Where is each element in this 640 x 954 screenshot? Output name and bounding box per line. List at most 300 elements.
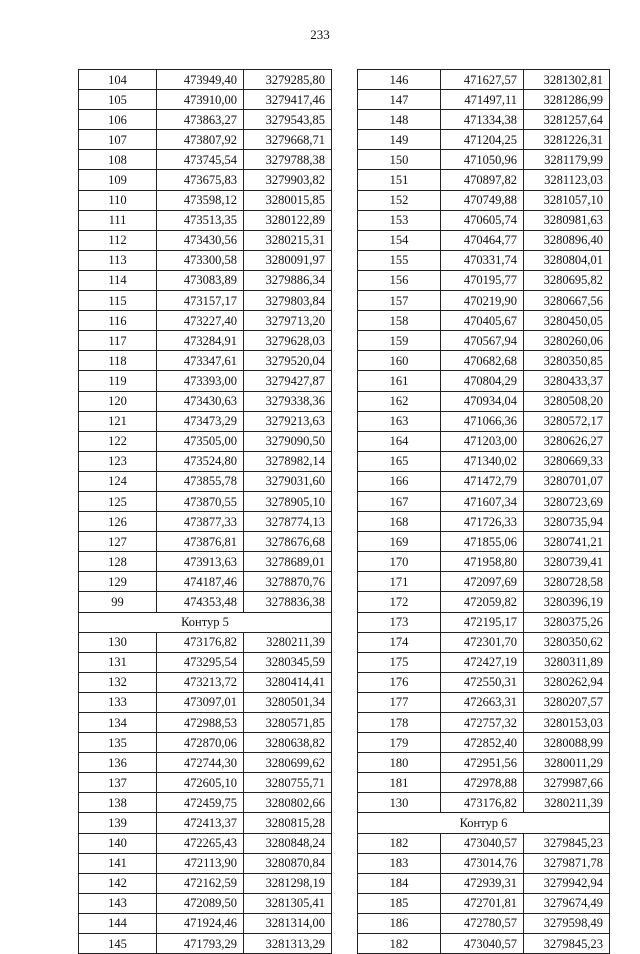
y-coordinate-cell: 3279543,85	[244, 110, 332, 130]
x-coordinate-cell: 470934,04	[441, 391, 524, 411]
page-number: 233	[310, 27, 330, 42]
point-number-cell: 111	[79, 210, 157, 230]
coordinate-row	[358, 512, 610, 532]
y-coordinate-cell: 3280215,31	[244, 230, 332, 250]
x-coordinate-cell: 471340,02	[441, 451, 524, 471]
y-coordinate-cell: 3281313,29	[244, 934, 332, 954]
y-coordinate-cell: 3279520,04	[244, 351, 332, 371]
y-coordinate-cell: 3279886,34	[244, 270, 332, 290]
x-coordinate-cell: 473227,40	[157, 311, 244, 331]
y-coordinate-cell: 3280207,57	[524, 692, 610, 712]
coordinate-row	[358, 713, 610, 733]
x-coordinate-cell: 472951,56	[441, 753, 524, 773]
x-coordinate-cell: 470682,68	[441, 351, 524, 371]
point-number-cell: 158	[358, 311, 441, 331]
coordinate-row	[79, 652, 332, 672]
y-coordinate-cell: 3280848,24	[244, 833, 332, 853]
y-coordinate-cell: 3279803,84	[244, 291, 332, 311]
x-coordinate-cell: 472550,31	[441, 672, 524, 692]
y-coordinate-cell: 3280508,20	[524, 391, 610, 411]
x-coordinate-cell: 473040,57	[441, 833, 524, 853]
point-number-cell: 149	[358, 130, 441, 150]
y-coordinate-cell: 3280735,94	[524, 512, 610, 532]
point-number-cell: 112	[79, 230, 157, 250]
x-coordinate-cell: 473014,76	[441, 853, 524, 873]
point-number-cell: 172	[358, 592, 441, 612]
x-coordinate-cell: 473505,00	[157, 431, 244, 451]
x-coordinate-cell: 472162,59	[157, 873, 244, 893]
y-coordinate-cell: 3280870,84	[244, 853, 332, 873]
coordinate-row	[79, 773, 332, 793]
coordinate-row	[358, 471, 610, 491]
y-coordinate-cell: 3279871,78	[524, 853, 610, 873]
y-coordinate-cell: 3280350,62	[524, 632, 610, 652]
y-coordinate-cell: 3279090,50	[244, 431, 332, 451]
x-coordinate-cell: 471627,57	[441, 70, 524, 90]
y-coordinate-cell: 3280755,71	[244, 773, 332, 793]
y-coordinate-cell: 3280345,59	[244, 652, 332, 672]
x-coordinate-cell: 473347,61	[157, 351, 244, 371]
x-coordinate-cell: 471726,33	[441, 512, 524, 532]
y-coordinate-cell: 3280450,05	[524, 311, 610, 331]
coordinate-row	[358, 592, 610, 612]
y-coordinate-cell: 3279668,71	[244, 130, 332, 150]
coordinate-row	[79, 250, 332, 270]
point-number-cell: 160	[358, 351, 441, 371]
x-coordinate-cell: 473393,00	[157, 371, 244, 391]
coordinate-row	[79, 230, 332, 250]
x-coordinate-cell: 472089,50	[157, 893, 244, 913]
coordinate-row	[358, 793, 610, 813]
point-number-cell: 150	[358, 150, 441, 170]
y-coordinate-cell: 3280153,03	[524, 713, 610, 733]
y-coordinate-cell: 3280695,82	[524, 270, 610, 290]
x-coordinate-cell: 473745,54	[157, 150, 244, 170]
point-number-cell: 130	[358, 793, 441, 813]
coordinate-row	[79, 311, 332, 331]
coordinate-row	[358, 612, 610, 632]
coordinate-row	[79, 170, 332, 190]
x-coordinate-cell: 473913,63	[157, 552, 244, 572]
x-coordinate-cell: 473863,27	[157, 110, 244, 130]
point-number-cell: 128	[79, 552, 157, 572]
point-number-cell: 164	[358, 431, 441, 451]
coordinate-row	[358, 893, 610, 913]
coordinate-row	[358, 250, 610, 270]
point-number-cell: 117	[79, 331, 157, 351]
x-coordinate-cell: 472459,75	[157, 793, 244, 813]
coordinate-row	[358, 773, 610, 793]
x-coordinate-cell: 471958,80	[441, 552, 524, 572]
x-coordinate-cell: 473876,81	[157, 532, 244, 552]
coordinate-row	[358, 110, 610, 130]
y-coordinate-cell: 3280667,56	[524, 291, 610, 311]
y-coordinate-cell: 3279713,20	[244, 311, 332, 331]
point-number-cell: 131	[79, 652, 157, 672]
coordinate-row	[79, 532, 332, 552]
y-coordinate-cell: 3281286,99	[524, 90, 610, 110]
point-number-cell: 154	[358, 230, 441, 250]
coordinate-row	[358, 150, 610, 170]
coordinate-row	[358, 491, 610, 511]
point-number-cell: 104	[79, 70, 157, 90]
y-coordinate-cell: 3279628,03	[244, 331, 332, 351]
coordinate-row	[358, 833, 610, 853]
coordinate-row	[358, 90, 610, 110]
x-coordinate-cell: 473513,35	[157, 210, 244, 230]
x-coordinate-cell: 474187,46	[157, 572, 244, 592]
y-coordinate-cell: 3280638,82	[244, 733, 332, 753]
point-number-cell: 108	[79, 150, 157, 170]
point-number-cell: 183	[358, 853, 441, 873]
coordinate-row	[79, 190, 332, 210]
coordinate-row	[79, 491, 332, 511]
point-number-cell: 153	[358, 210, 441, 230]
x-coordinate-cell: 473097,01	[157, 692, 244, 712]
coordinate-row	[79, 592, 332, 612]
y-coordinate-cell: 3280669,33	[524, 451, 610, 471]
coordinate-row	[358, 411, 610, 431]
point-number-cell: 182	[358, 833, 441, 853]
x-coordinate-cell: 473040,57	[441, 934, 524, 954]
coordinate-row	[358, 451, 610, 471]
x-coordinate-cell: 472988,53	[157, 713, 244, 733]
point-number-cell: 123	[79, 451, 157, 471]
y-coordinate-cell: 3280011,29	[524, 753, 610, 773]
coordinate-row	[79, 873, 332, 893]
y-coordinate-cell: 3280088,99	[524, 733, 610, 753]
x-coordinate-cell: 472301,70	[441, 632, 524, 652]
point-number-cell: 171	[358, 572, 441, 592]
point-number-cell: 129	[79, 572, 157, 592]
y-coordinate-cell: 3280414,41	[244, 672, 332, 692]
point-number-cell: 133	[79, 692, 157, 712]
y-coordinate-cell: 3280699,62	[244, 753, 332, 773]
x-coordinate-cell: 473430,63	[157, 391, 244, 411]
coordinate-row	[79, 451, 332, 471]
point-number-cell: 136	[79, 753, 157, 773]
coordinate-row	[79, 632, 332, 652]
coordinate-row	[358, 371, 610, 391]
x-coordinate-cell: 473176,82	[157, 632, 244, 652]
y-coordinate-cell: 3279427,87	[244, 371, 332, 391]
coordinate-row	[79, 713, 332, 733]
point-number-cell: 179	[358, 733, 441, 753]
coordinate-row	[79, 471, 332, 491]
x-coordinate-cell: 473524,80	[157, 451, 244, 471]
coordinate-row	[358, 291, 610, 311]
point-number-cell: 146	[358, 70, 441, 90]
y-coordinate-cell: 3279987,66	[524, 773, 610, 793]
point-number-cell: 147	[358, 90, 441, 110]
y-coordinate-cell: 3279285,80	[244, 70, 332, 90]
x-coordinate-cell: 472780,57	[441, 913, 524, 933]
y-coordinate-cell: 3280571,85	[244, 713, 332, 733]
y-coordinate-cell: 3278836,38	[244, 592, 332, 612]
coordinate-row	[358, 190, 610, 210]
y-coordinate-cell: 3280728,58	[524, 572, 610, 592]
x-coordinate-cell: 472413,37	[157, 813, 244, 833]
point-number-cell: 185	[358, 893, 441, 913]
y-coordinate-cell: 3281257,64	[524, 110, 610, 130]
coordinate-row	[358, 70, 610, 90]
x-coordinate-cell: 472870,06	[157, 733, 244, 753]
coordinate-row	[79, 331, 332, 351]
point-number-cell: 139	[79, 813, 157, 833]
point-number-cell: 168	[358, 512, 441, 532]
point-number-cell: 142	[79, 873, 157, 893]
y-coordinate-cell: 3280396,19	[524, 592, 610, 612]
point-number-cell: 176	[358, 672, 441, 692]
point-number-cell: 174	[358, 632, 441, 652]
point-number-cell: 127	[79, 532, 157, 552]
x-coordinate-cell: 472939,31	[441, 873, 524, 893]
coordinate-row	[358, 532, 610, 552]
point-number-cell: 114	[79, 270, 157, 290]
x-coordinate-cell: 472265,43	[157, 833, 244, 853]
y-coordinate-cell: 3280896,40	[524, 230, 610, 250]
y-coordinate-cell: 3280815,28	[244, 813, 332, 833]
point-number-cell: 184	[358, 873, 441, 893]
coordinate-row	[358, 632, 610, 652]
y-coordinate-cell: 3280211,39	[524, 793, 610, 813]
y-coordinate-cell: 3280741,21	[524, 532, 610, 552]
coordinate-row	[79, 793, 332, 813]
x-coordinate-cell: 473213,72	[157, 672, 244, 692]
coordinate-row	[79, 893, 332, 913]
y-coordinate-cell: 3278774,13	[244, 512, 332, 532]
y-coordinate-cell: 3279942,94	[524, 873, 610, 893]
y-coordinate-cell: 3280739,41	[524, 552, 610, 572]
coordinate-row	[358, 692, 610, 712]
point-number-cell: 137	[79, 773, 157, 793]
y-coordinate-cell: 3280626,27	[524, 431, 610, 451]
coordinate-row	[79, 130, 332, 150]
y-coordinate-cell: 3279788,38	[244, 150, 332, 170]
coordinates-table-right	[357, 69, 610, 954]
x-coordinate-cell: 473870,55	[157, 491, 244, 511]
coordinate-row	[358, 873, 610, 893]
y-coordinate-cell: 3281305,41	[244, 893, 332, 913]
coordinate-row	[79, 391, 332, 411]
point-number-cell: 144	[79, 913, 157, 933]
y-coordinate-cell: 3281302,81	[524, 70, 610, 90]
x-coordinate-cell: 471203,00	[441, 431, 524, 451]
coordinate-row	[358, 351, 610, 371]
y-coordinate-cell: 3280723,69	[524, 491, 610, 511]
coordinate-row	[358, 270, 610, 290]
coordinate-row	[79, 210, 332, 230]
x-coordinate-cell: 472427,19	[441, 652, 524, 672]
y-coordinate-cell: 3278982,14	[244, 451, 332, 471]
point-number-cell: 166	[358, 471, 441, 491]
x-coordinate-cell: 471334,38	[441, 110, 524, 130]
y-coordinate-cell: 3278905,10	[244, 491, 332, 511]
x-coordinate-cell: 472852,40	[441, 733, 524, 753]
coordinate-row	[79, 753, 332, 773]
coordinate-row	[79, 90, 332, 110]
point-number-cell: 124	[79, 471, 157, 491]
y-coordinate-cell: 3279213,63	[244, 411, 332, 431]
coordinates-table-left	[78, 69, 332, 954]
x-coordinate-cell: 471607,34	[441, 491, 524, 511]
point-number-cell: 155	[358, 250, 441, 270]
y-coordinate-cell: 3278689,01	[244, 552, 332, 572]
x-coordinate-cell: 470195,77	[441, 270, 524, 290]
coordinate-row	[79, 291, 332, 311]
y-coordinate-cell: 3279417,46	[244, 90, 332, 110]
point-number-cell: 138	[79, 793, 157, 813]
x-coordinate-cell: 472097,69	[441, 572, 524, 592]
coordinate-row	[79, 70, 332, 90]
y-coordinate-cell: 3280091,97	[244, 250, 332, 270]
x-coordinate-cell: 473598,12	[157, 190, 244, 210]
y-coordinate-cell: 3280122,89	[244, 210, 332, 230]
x-coordinate-cell: 470405,67	[441, 311, 524, 331]
point-number-cell: 121	[79, 411, 157, 431]
point-number-cell: 167	[358, 491, 441, 511]
point-number-cell: 115	[79, 291, 157, 311]
point-number-cell: 182	[358, 934, 441, 954]
x-coordinate-cell: 472113,90	[157, 853, 244, 873]
contour-label: Контур 5	[79, 612, 332, 632]
point-number-cell: 170	[358, 552, 441, 572]
coordinate-row	[358, 733, 610, 753]
x-coordinate-cell: 470567,94	[441, 331, 524, 351]
x-coordinate-cell: 473910,00	[157, 90, 244, 110]
coordinate-row	[358, 230, 610, 250]
x-coordinate-cell: 471855,06	[441, 532, 524, 552]
x-coordinate-cell: 471924,46	[157, 913, 244, 933]
point-number-cell: 178	[358, 713, 441, 733]
coordinate-row	[79, 833, 332, 853]
y-coordinate-cell: 3281123,03	[524, 170, 610, 190]
point-number-cell: 99	[79, 592, 157, 612]
x-coordinate-cell: 470804,29	[441, 371, 524, 391]
y-coordinate-cell: 3280433,37	[524, 371, 610, 391]
coordinate-row	[358, 652, 610, 672]
x-coordinate-cell: 471472,79	[441, 471, 524, 491]
point-number-cell: 173	[358, 612, 441, 632]
y-coordinate-cell: 3279031,60	[244, 471, 332, 491]
y-coordinate-cell: 3280015,85	[244, 190, 332, 210]
y-coordinate-cell: 3278676,68	[244, 532, 332, 552]
coordinate-row	[358, 210, 610, 230]
coordinate-row	[79, 110, 332, 130]
point-number-cell: 156	[358, 270, 441, 290]
y-coordinate-cell: 3279903,82	[244, 170, 332, 190]
x-coordinate-cell: 470219,90	[441, 291, 524, 311]
y-coordinate-cell: 3280260,06	[524, 331, 610, 351]
y-coordinate-cell: 3281179,99	[524, 150, 610, 170]
x-coordinate-cell: 470605,74	[441, 210, 524, 230]
x-coordinate-cell: 473176,82	[441, 793, 524, 813]
point-number-cell: 125	[79, 491, 157, 511]
coordinate-row	[358, 672, 610, 692]
coordinate-row	[358, 431, 610, 451]
point-number-cell: 161	[358, 371, 441, 391]
coordinate-row	[358, 130, 610, 150]
coordinate-row	[358, 552, 610, 572]
coordinate-row	[79, 552, 332, 572]
y-coordinate-cell: 3280572,17	[524, 411, 610, 431]
y-coordinate-cell: 3280350,85	[524, 351, 610, 371]
x-coordinate-cell: 471050,96	[441, 150, 524, 170]
point-number-cell: 130	[79, 632, 157, 652]
point-number-cell: 141	[79, 853, 157, 873]
x-coordinate-cell: 470331,74	[441, 250, 524, 270]
x-coordinate-cell: 473295,54	[157, 652, 244, 672]
coordinate-row	[358, 753, 610, 773]
coordinate-row	[358, 391, 610, 411]
x-coordinate-cell: 471066,36	[441, 411, 524, 431]
coordinate-row	[79, 512, 332, 532]
coordinate-row	[79, 411, 332, 431]
point-number-cell: 162	[358, 391, 441, 411]
point-number-cell: 165	[358, 451, 441, 471]
y-coordinate-cell: 3280804,01	[524, 250, 610, 270]
y-coordinate-cell: 3280375,26	[524, 612, 610, 632]
x-coordinate-cell: 470897,82	[441, 170, 524, 190]
x-coordinate-cell: 472701,81	[441, 893, 524, 913]
x-coordinate-cell: 471497,11	[441, 90, 524, 110]
y-coordinate-cell: 3280701,07	[524, 471, 610, 491]
x-coordinate-cell: 471204,25	[441, 130, 524, 150]
x-coordinate-cell: 473284,91	[157, 331, 244, 351]
point-number-cell: 180	[358, 753, 441, 773]
y-coordinate-cell: 3279845,23	[524, 833, 610, 853]
contour-header-row	[358, 813, 610, 833]
point-number-cell: 140	[79, 833, 157, 853]
coordinate-row	[358, 853, 610, 873]
x-coordinate-cell: 472744,30	[157, 753, 244, 773]
x-coordinate-cell: 472757,32	[441, 713, 524, 733]
point-number-cell: 109	[79, 170, 157, 190]
coordinate-row	[358, 572, 610, 592]
coordinate-row	[358, 331, 610, 351]
y-coordinate-cell: 3280262,94	[524, 672, 610, 692]
point-number-cell: 148	[358, 110, 441, 130]
x-coordinate-cell: 473473,29	[157, 411, 244, 431]
y-coordinate-cell: 3280311,89	[524, 652, 610, 672]
x-coordinate-cell: 473877,33	[157, 512, 244, 532]
point-number-cell: 175	[358, 652, 441, 672]
point-number-cell: 116	[79, 311, 157, 331]
point-number-cell: 135	[79, 733, 157, 753]
point-number-cell: 169	[358, 532, 441, 552]
contour-label: Контур 6	[358, 813, 610, 833]
x-coordinate-cell: 473807,92	[157, 130, 244, 150]
x-coordinate-cell: 473157,17	[157, 291, 244, 311]
point-number-cell: 145	[79, 934, 157, 954]
coordinate-row	[79, 672, 332, 692]
point-number-cell: 132	[79, 672, 157, 692]
coordinate-row	[79, 853, 332, 873]
x-coordinate-cell: 473675,83	[157, 170, 244, 190]
point-number-cell: 107	[79, 130, 157, 150]
coordinate-row	[79, 371, 332, 391]
y-coordinate-cell: 3280802,66	[244, 793, 332, 813]
point-number-cell: 157	[358, 291, 441, 311]
point-number-cell: 105	[79, 90, 157, 110]
contour-header-row	[79, 612, 332, 632]
x-coordinate-cell: 473855,78	[157, 471, 244, 491]
y-coordinate-cell: 3280981,63	[524, 210, 610, 230]
point-number-cell: 122	[79, 431, 157, 451]
x-coordinate-cell: 472605,10	[157, 773, 244, 793]
point-number-cell: 177	[358, 692, 441, 712]
coordinate-row	[358, 311, 610, 331]
